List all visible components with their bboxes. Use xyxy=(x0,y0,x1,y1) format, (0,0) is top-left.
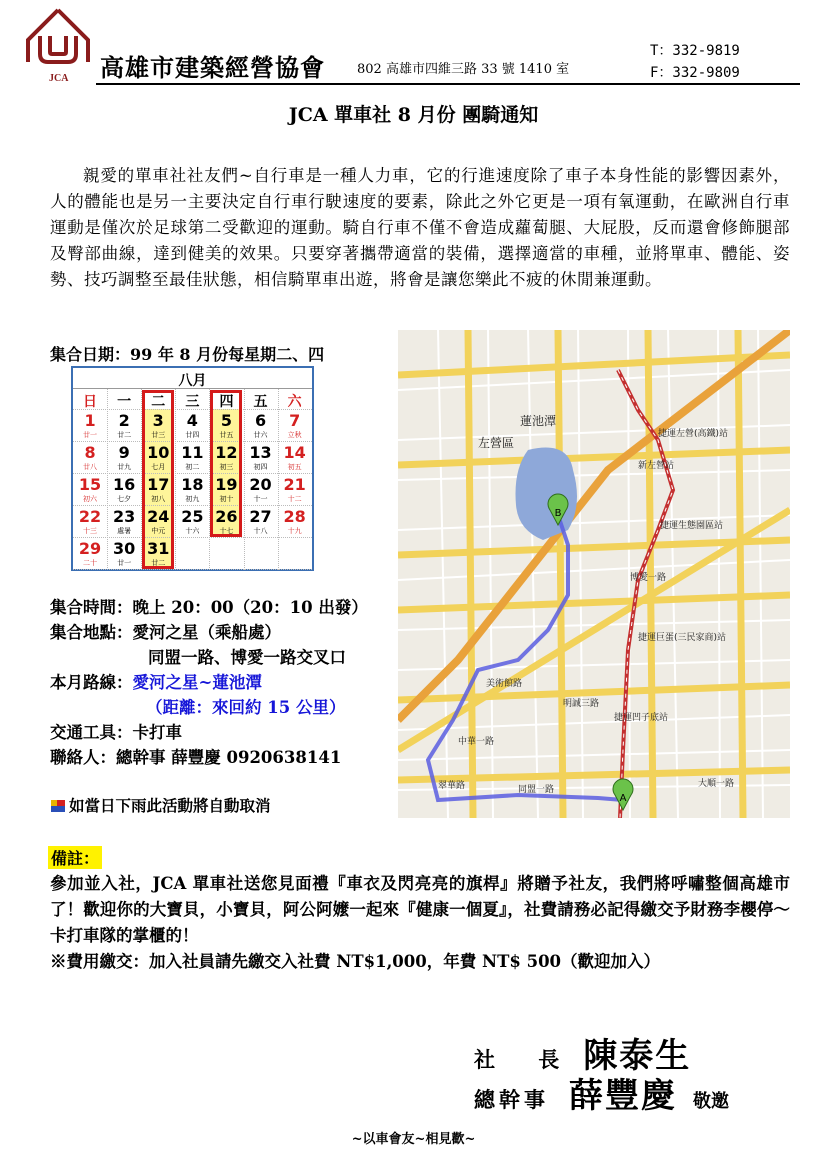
calendar-day: 2 xyxy=(118,411,130,430)
remarks-paragraph: 參加並入社，JCA 單車社送您見面禮『車衣及閃亮亮的旗桿』將贈予社友，我們將呼嘯整個高雄市了！歡迎你的大寶貝，小寶貝，阿公阿嬤一起來『健康一個夏』，社費請務必記得繳交予財務李櫻停～卡打車隊的掌櫃的！ xyxy=(50,874,790,945)
contact-person: 聯絡人：總幹事 薛豐慶 0920638141 xyxy=(50,748,342,767)
transport: 交通工具：卡打車 xyxy=(50,723,182,742)
rain-note xyxy=(50,794,271,817)
calendar-day: 14 xyxy=(283,443,306,462)
calendar-day: 11 xyxy=(181,443,204,462)
calendar-day: 27 xyxy=(249,507,272,526)
calendar xyxy=(71,366,314,571)
calendar-day: 12 xyxy=(215,443,238,462)
calendar-day: 7 xyxy=(289,411,301,430)
calendar-weekday: 日 xyxy=(83,394,98,410)
meeting-time: 集合時間：晚上 20：00（20：10 出發） xyxy=(50,598,368,617)
rain-note-text: 如當日下雨此活動將自動取消 xyxy=(69,796,271,815)
calendar-day: 3 xyxy=(152,411,164,430)
org-name: 高雄市建築經營協會 xyxy=(100,53,325,82)
calendar-lunar-date: 中元 xyxy=(151,527,166,535)
calendar-gridline xyxy=(73,473,312,474)
calendar-weekday: 五 xyxy=(253,394,268,410)
logo-text: JCA xyxy=(49,73,69,84)
map-label-xinzuoying: 新左營站 xyxy=(638,461,675,471)
calendar-lunar-date: 初二 xyxy=(185,463,200,471)
president-name: 陳泰生 xyxy=(583,1036,692,1076)
calendar-weekday: 四 xyxy=(219,394,234,410)
route-value: 愛河之星~蓮池潭 xyxy=(132,673,262,692)
calendar-lunar-date: 初五 xyxy=(287,463,302,471)
map-label-ecological-station: 捷運生態園區站 xyxy=(660,521,724,531)
calendar-lunar-date: 廿九 xyxy=(117,463,132,471)
calendar-lunar-date: 廿二 xyxy=(151,559,166,567)
calendar-lunar-date: 七月 xyxy=(151,463,166,471)
calendar-lunar-date: 十九 xyxy=(287,527,302,535)
calendar-lunar-date: 二十 xyxy=(83,559,98,567)
calendar-grid xyxy=(73,388,312,569)
calendar-weekday: 三 xyxy=(185,394,200,410)
calendar-meetday-box xyxy=(142,390,174,569)
calendar-day: 6 xyxy=(254,411,267,430)
calendar-gridline xyxy=(73,569,312,570)
secretary-signature xyxy=(474,1068,729,1117)
calendar-day: 23 xyxy=(113,507,136,526)
calendar-day: 22 xyxy=(78,507,102,526)
calendar-day: 17 xyxy=(147,475,170,494)
calendar-day: 10 xyxy=(147,443,170,462)
calendar-day: 26 xyxy=(215,507,238,526)
map-label-lotus-pond: 蓮池潭 xyxy=(520,414,557,428)
calendar-month: 八月 xyxy=(178,373,207,389)
jca-logo-mark xyxy=(18,6,98,76)
calendar-lunar-date: 初十 xyxy=(219,495,234,503)
calendar-lunar-date: 十一 xyxy=(253,495,268,503)
calendar-day: 24 xyxy=(147,507,170,526)
calendar-lunar-date: 廿八 xyxy=(83,463,98,471)
calendar-day: 29 xyxy=(78,539,102,558)
invite-suffix: 敬邀 xyxy=(693,1091,729,1112)
calendar-weekday: 一 xyxy=(117,394,132,410)
remarks-label: 備註： xyxy=(48,846,102,869)
calendar-day: 16 xyxy=(113,475,136,494)
calendar-lunar-date: 處暑 xyxy=(117,527,132,535)
calendar-day: 13 xyxy=(249,443,272,462)
map-label-mingcheng-rd: 明誠三路 xyxy=(563,699,600,709)
calendar-lunar-date: 初三 xyxy=(219,463,234,471)
calendar-lunar-date: 廿一 xyxy=(83,431,98,439)
remarks-block xyxy=(50,871,790,975)
calendar-day: 31 xyxy=(147,539,170,558)
calendar-weekday: 二 xyxy=(151,394,166,410)
map-label-zuoying: 左營區 xyxy=(478,436,515,450)
meeting-place: 集合地點：愛河之星（乘船處） xyxy=(50,623,281,642)
meeting-place-detail: 同盟一路、博愛一路交叉口 xyxy=(148,648,346,667)
marker-b-label: B xyxy=(554,508,562,519)
calendar-lunar-date: 廿三 xyxy=(151,431,166,439)
umbrella-bullet-icon xyxy=(50,798,66,817)
calendar-lunar-date: 十八 xyxy=(253,527,268,535)
route-map xyxy=(398,330,790,818)
calendar-lunar-date: 廿四 xyxy=(185,431,200,439)
calendar-gridline xyxy=(73,537,312,538)
calendar-lunar-date: 初四 xyxy=(253,463,268,471)
secretary-name: 薛豐慶 xyxy=(569,1076,677,1116)
header-divider xyxy=(96,83,800,85)
route-label: 本月路線： xyxy=(50,673,133,692)
calendar-lunar-date: 七夕 xyxy=(117,495,132,503)
calendar-day: 4 xyxy=(186,411,198,430)
calendar-lunar-date: 十六 xyxy=(185,527,200,535)
calendar-lunar-date: 立秋 xyxy=(287,431,302,439)
calendar-day: 15 xyxy=(78,475,102,494)
contact-block xyxy=(650,40,740,84)
meeting-date: 集合日期：99 年 8 月份每星期二、四 xyxy=(50,345,325,364)
president-role: 社 長 xyxy=(474,1047,578,1072)
calendar-lunar-date: 初八 xyxy=(151,495,166,503)
calendar-day: 20 xyxy=(249,475,272,494)
tel-number: T：332-9819 xyxy=(650,43,740,59)
map-label-aozidi-station: 捷運凹子底站 xyxy=(614,713,669,723)
map-label-arena-station: 捷運巨蛋(三民家商)站 xyxy=(638,633,727,643)
calendar-lunar-date: 初九 xyxy=(185,495,200,503)
calendar-weekday: 六 xyxy=(287,394,302,410)
calendar-day: 21 xyxy=(283,475,306,494)
calendar-meetday-box xyxy=(210,390,242,537)
calendar-lunar-date: 初六 xyxy=(83,495,98,503)
calendar-lunar-date: 廿六 xyxy=(253,431,268,439)
calendar-lunar-date: 廿二 xyxy=(117,431,132,439)
jca-logo xyxy=(18,6,98,82)
org-address: 802 高雄市四維三路 33 號 1410 室 xyxy=(357,62,570,77)
calendar-lunar-date: 十七 xyxy=(219,527,234,535)
marker-a-label: A xyxy=(619,793,627,804)
map-label-zhonghua-rd: 中華一路 xyxy=(458,737,495,747)
calendar-day: 30 xyxy=(113,539,136,558)
route-row xyxy=(50,669,262,693)
fax-number: F：332-9809 xyxy=(650,65,740,81)
map-label-zuoying-station: 捷運左營(高鐵)站 xyxy=(658,429,729,439)
calendar-lunar-date: 十三 xyxy=(83,527,98,535)
secretary-role: 總幹事 xyxy=(474,1087,549,1112)
calendar-lunar-date: 廿一 xyxy=(117,559,132,567)
map-graphic xyxy=(398,330,790,818)
calendar-gridline xyxy=(73,441,312,442)
map-label-museum-rd: 美術館路 xyxy=(486,679,523,689)
page-title: JCA 單車社 8 月份 團騎通知 xyxy=(288,104,539,126)
calendar-gridline xyxy=(73,505,312,506)
map-label-cuihua-rd: 翠華路 xyxy=(438,781,466,791)
calendar-day: 18 xyxy=(181,475,204,494)
calendar-day: 1 xyxy=(84,411,96,430)
calendar-day: 8 xyxy=(84,443,96,462)
map-label-tongmeng-rd: 同盟一路 xyxy=(518,785,555,795)
calendar-lunar-date: 十二 xyxy=(287,495,302,503)
map-label-dashun-rd: 大順一路 xyxy=(698,779,735,789)
calendar-day: 9 xyxy=(118,443,130,462)
route-distance: （距離：來回約 15 公里） xyxy=(146,698,346,717)
intro-paragraph: 親愛的單車社社友們~自行車是一種人力車，它的行進速度除了車子本身性能的影響因素外，人的體能也是另一主要決定自行車行駛速度的要素，除此之外它更是一項有氧運動，在歐洲自行車運動是僅次於足球第二受歡迎的運動。騎自行車不僅不會造成蘿蔔腿、大屁股，反而還會修飾腿部及臀部曲線，達到健美的效果。只要穿著攜帶適當的裝備，選擇適當的車種，並將單車、體能、姿勢、技巧調整至最佳狀態，相信騎單車出遊，將會是讓您樂此不疲的休閒兼運動。 xyxy=(50,166,790,289)
map-label-boai-rd: 博愛一路 xyxy=(630,573,667,583)
calendar-day: 25 xyxy=(181,507,204,526)
footer-slogan: ~以車會友~相見歡~ xyxy=(351,1132,476,1147)
calendar-day: 5 xyxy=(220,411,232,430)
calendar-day: 28 xyxy=(283,507,306,526)
calendar-day: 19 xyxy=(215,475,238,494)
fee-paragraph: ※費用繳交：加入社員請先繳交入社費 NT$1,000，年費 NT$ 500（歡迎加入） xyxy=(50,952,661,971)
calendar-lunar-date: 廿五 xyxy=(219,431,234,439)
